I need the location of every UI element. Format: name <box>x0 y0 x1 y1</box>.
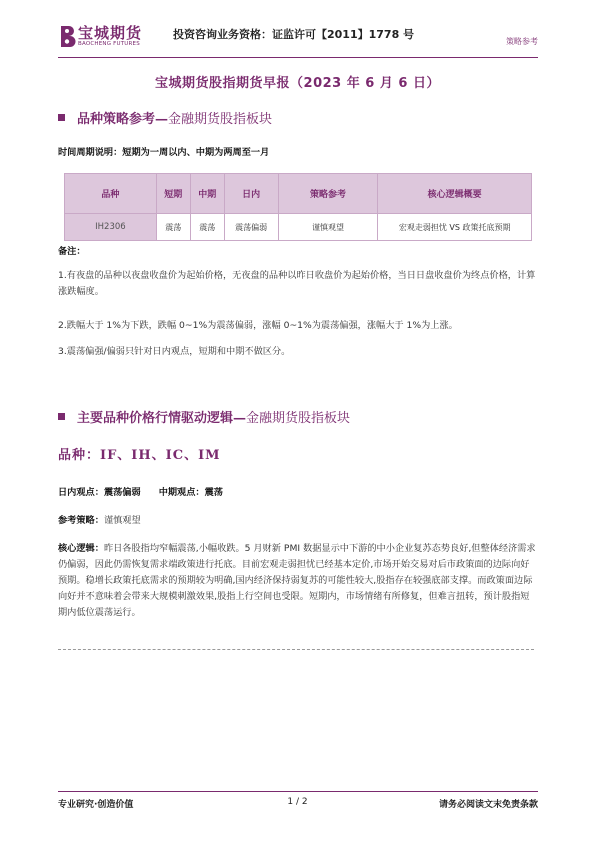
midterm-value: 震荡 <box>204 487 223 498</box>
table-cell: 宏观走弱担忧 VS 政策托底预期 <box>378 214 532 241</box>
strategy-table <box>64 173 532 241</box>
footer-slogan: 专业研究·创造价值 <box>58 800 134 810</box>
footer-divider <box>58 791 538 792</box>
page-header <box>58 22 538 54</box>
table-header-cell: 核心逻辑概要 <box>378 174 532 214</box>
logo-text-en: BAOCHENG FUTURES <box>78 41 140 47</box>
square-bullet-icon <box>58 114 65 121</box>
table-header-cell: 中期 <box>190 174 224 214</box>
note-item: 1.有夜盘的品种以夜盘收盘价为起始价格，无夜盘的品种以昨日收盘价为起始价格，当日日盘收盘价为终点价格，计算涨跌幅度。 <box>58 270 536 297</box>
core-logic-paragraph <box>58 541 538 621</box>
core-logic-text: 昨日各股指均窄幅震荡,小幅收跌。5 月财新 PMI 数据显示中下游的中小企业复苏态势良好,但整体经济需求仍偏弱，因此仍需恢复需求端政策进行托底。目前宏观走弱担忧已经基本定价,市场开始交易对后市政策面的边际向好预期。稳增长政策托底需求的预期较为明确,国内经济保持弱复苏的可能性较大,股指存在较强底部支撑。而政策面边际向好并不意味着会带来大规模刺激效果,股指上行空间也受限。短期内，市场情绪有所修复，但难言扭转，预计股指短期内低位震荡运行。 <box>58 543 536 618</box>
header-tag: 策略参考 <box>506 37 538 46</box>
midterm-label: 中期观点： <box>158 487 205 498</box>
table-cell-variety: IH2306 <box>65 214 157 241</box>
table-cell: 震荡 <box>190 214 224 241</box>
page-number: 1 / 2 <box>287 797 308 807</box>
note-item: 2.跌幅大于 1%为下跌，跌幅 0~1%为震荡偏弱，涨幅 0~1%为震荡偏强，涨幅大于 1%为上涨。 <box>58 320 458 331</box>
intraday-value: 震荡偏弱 <box>103 487 141 498</box>
table-header-row <box>65 174 532 214</box>
table-header-cell: 品种 <box>65 174 157 214</box>
table-header-cell: 日内 <box>224 174 278 214</box>
logo-text-cn: 宝城期货 <box>78 24 143 42</box>
section-heading-strategy <box>58 108 272 126</box>
note-item: 3.震荡偏强/偏弱只针对日内观点，短期和中期不做区分。 <box>58 346 291 357</box>
footer-disclaimer: 请务必阅读文末免责条款 <box>438 800 538 810</box>
strategy-value: 谨慎观望 <box>103 515 141 526</box>
company-logo <box>58 22 150 52</box>
section-heading-main: 品种策略参考— <box>77 112 169 127</box>
variety-heading: 品种：IF、IH、IC、IM <box>58 448 221 463</box>
table-header-cell: 短期 <box>156 174 190 214</box>
table-cell: 谨慎观望 <box>278 214 378 241</box>
section-heading-main: 主要品种价格行情驱动逻辑— <box>77 411 247 426</box>
header-divider <box>58 57 538 58</box>
logo-mark-icon <box>58 24 76 48</box>
section-heading-sub: 金融期货股指板块 <box>246 411 351 426</box>
notes-title: 备注： <box>58 246 86 257</box>
table-row <box>65 214 532 241</box>
document-title: 宝城期货股指期货早报（2023 年 6 月 6 日） <box>155 76 440 91</box>
intraday-label: 日内观点： <box>58 487 104 498</box>
table-cell: 震荡 <box>156 214 190 241</box>
table-cell: 震荡偏弱 <box>224 214 278 241</box>
views-line <box>58 485 538 501</box>
square-bullet-icon <box>58 413 65 420</box>
section-heading-sub: 金融期货股指板块 <box>168 112 273 127</box>
period-note: 时间周期说明：短期为一周以内、中期为两周至一月 <box>58 147 270 158</box>
section-heading-drivers <box>58 407 350 425</box>
core-logic-label: 核心逻辑： <box>58 543 104 554</box>
qualification-text: 投资咨询业务资格：证监许可【2011】1778 号 <box>173 28 415 41</box>
strategy-line <box>58 513 538 529</box>
strategy-label: 参考策略： <box>58 515 104 526</box>
table-header-cell: 策略参考 <box>278 174 378 214</box>
dashed-divider <box>58 649 534 650</box>
